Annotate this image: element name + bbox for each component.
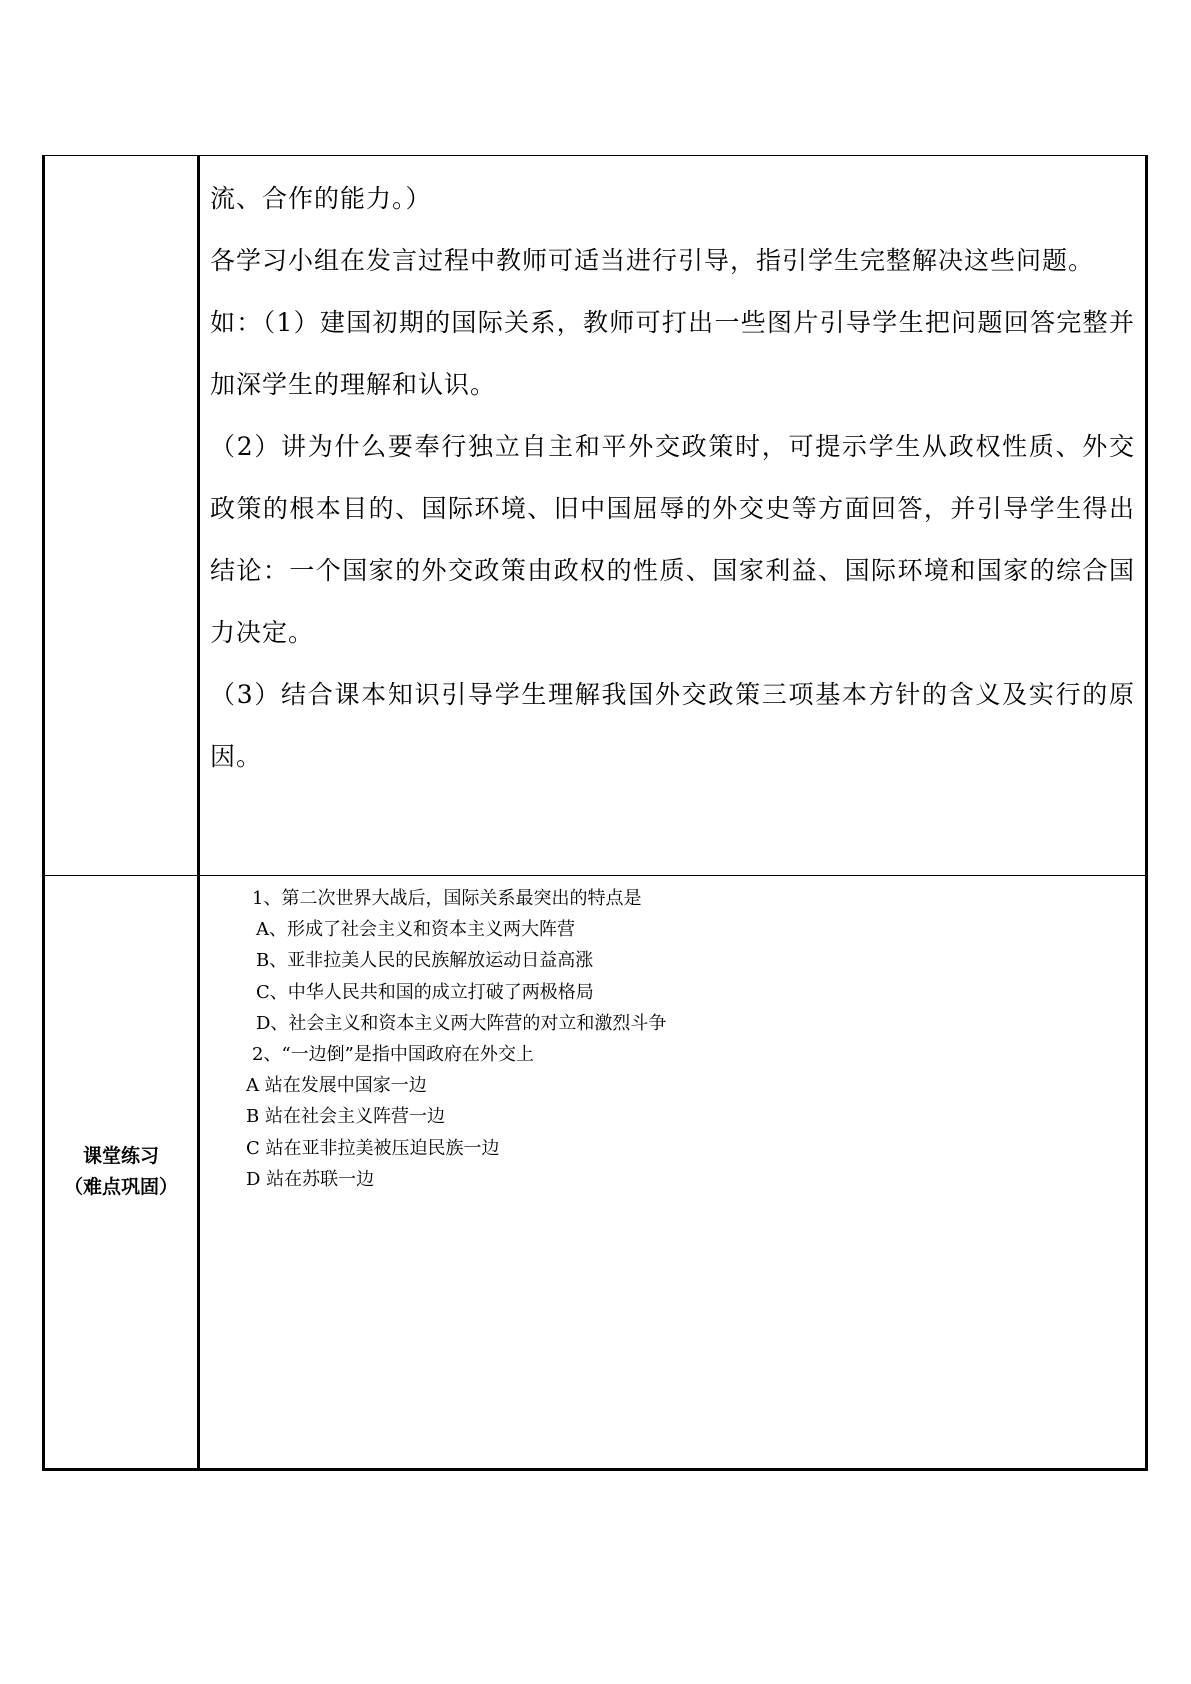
teaching-guide-row [44, 156, 1147, 876]
question-option: B、亚非拉美人民的民族解放运动日益高涨 [256, 950, 594, 972]
question-option: C、中华人民共和国的成立打破了两极格局 [256, 981, 594, 1003]
question-option: A、形成了社会主义和资本主义两大阵营 [256, 919, 575, 941]
guide-paragraph: 如：（1）建国初期的国际关系，教师可打出一些图片引导学生把问题回答完整并加深学生的理解和认识。 [210, 308, 1135, 399]
classroom-practice-label-cell [44, 876, 199, 1470]
guide-paragraph: 流、合作的能力。） [210, 184, 432, 213]
question-option: B 站在社会主义阵营一边 [246, 1106, 445, 1128]
teaching-guide-content-cell [199, 156, 1147, 876]
question-stem: 1、第二次世界大战后，国际关系最突出的特点是 [252, 888, 642, 909]
question-stem: 2、“一边倒”是指中国政府在外交上 [252, 1044, 534, 1066]
classroom-practice-row [44, 876, 1147, 1470]
lesson-plan-table [42, 155, 1148, 1471]
guide-paragraph: （3）结合课本知识引导学生理解我国外交政策三项基本方针的含义及实行的原因。 [210, 680, 1135, 771]
practice-label-title: 课堂练习 [82, 1145, 159, 1167]
guide-paragraph: （2）讲为什么要奉行独立自主和平外交政策时，可提示学生从政权性质、外交政策的根本目的、国际环境、旧中国屈辱的外交史等方面回答，并引导学生得出结论：一个国家的外交政策由政权的性质、国家利益、国际环境和国家的综合国力决定。 [210, 432, 1135, 647]
question-option: D、社会主义和资本主义两大阵营的对立和激烈斗争 [256, 1012, 667, 1034]
question-option: C 站在亚非拉美被压迫民族一边 [246, 1137, 500, 1159]
practice-questions [200, 876, 1145, 1195]
classroom-practice-content-cell [199, 876, 1147, 1470]
teaching-guide-text [200, 156, 1145, 788]
teaching-guide-label-cell [44, 156, 199, 876]
practice-label-subtitle: （难点巩固） [63, 1176, 178, 1198]
question-option: D 站在苏联一边 [246, 1168, 375, 1190]
guide-paragraph: 各学习小组在发言过程中教师可适当进行引导，指引学生完整解决这些问题。 [210, 246, 1095, 275]
question-option: A 站在发展中国家一边 [246, 1075, 427, 1097]
